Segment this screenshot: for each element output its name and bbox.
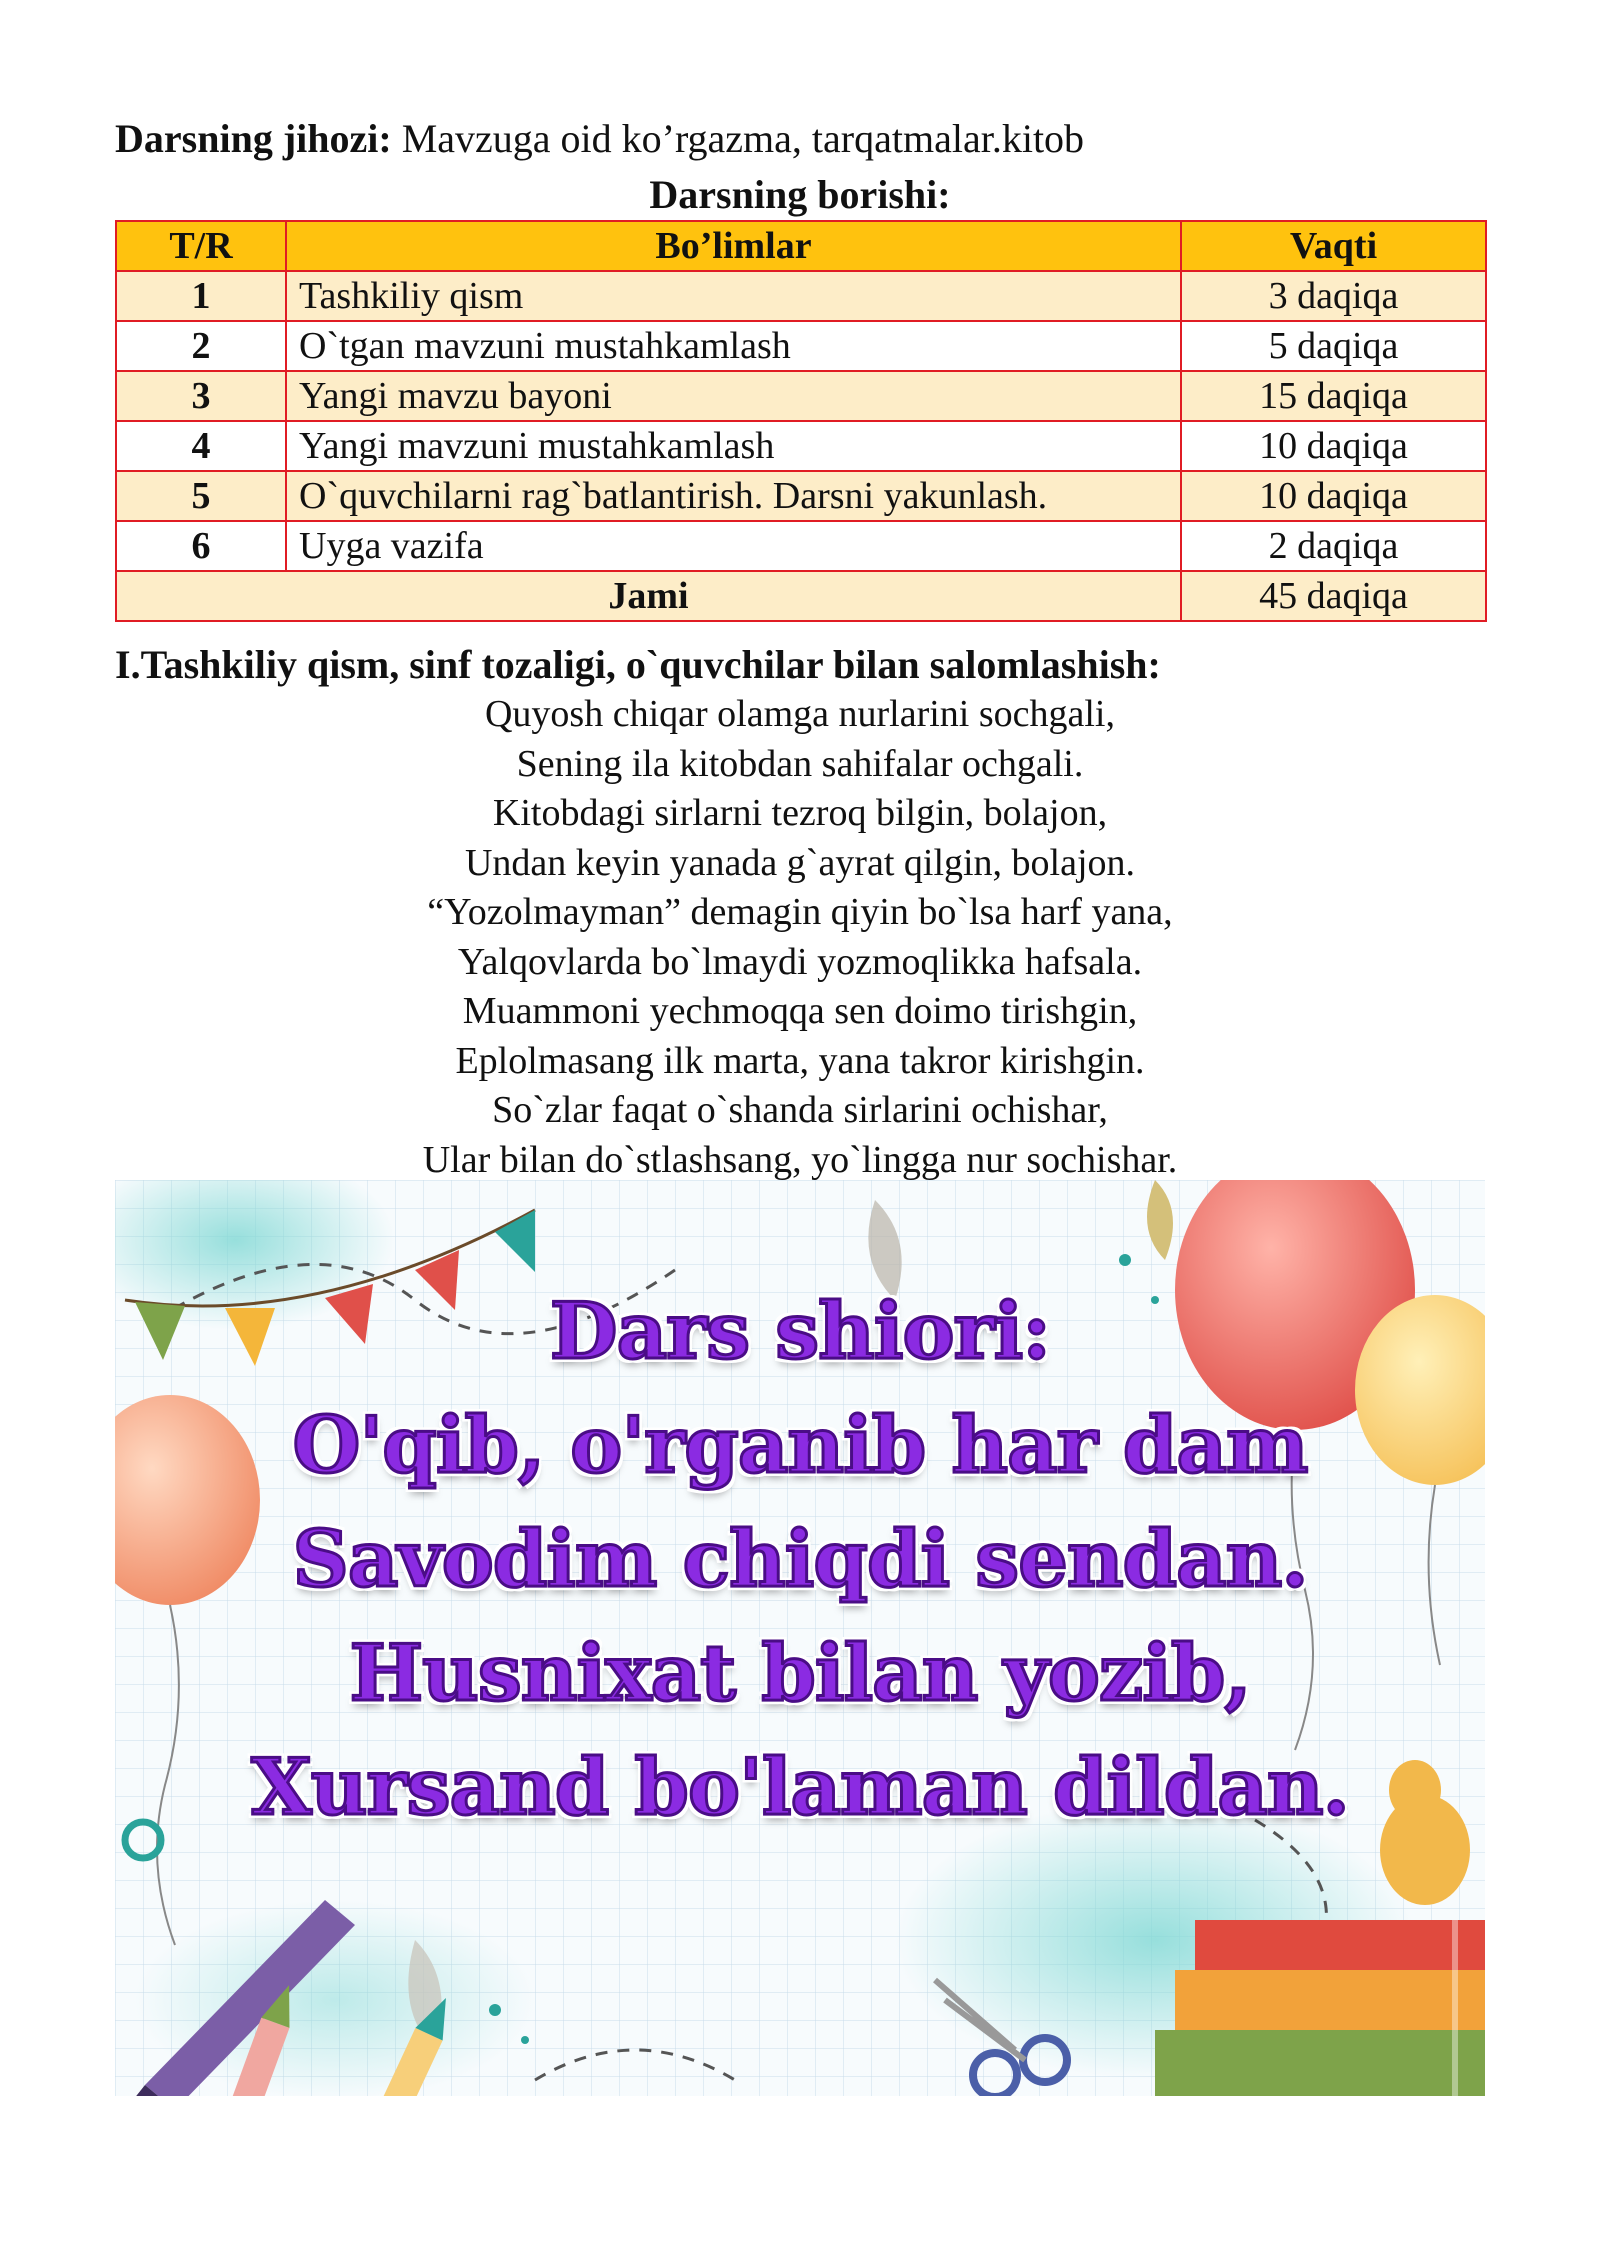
motto-line: Savodim chiqdi sendan. (292, 1514, 1308, 1605)
motto-line: Husnixat bilan yozib, (349, 1628, 1251, 1719)
row-number: 6 (116, 521, 286, 571)
row-section: O`tgan mavzuni mustahkamlash (286, 321, 1181, 371)
equipment-line (115, 114, 1084, 164)
row-time: 10 daqiqa (1181, 421, 1486, 471)
table-row (116, 421, 1486, 471)
table-row (116, 371, 1486, 421)
motto-line: Xursand bo'laman dildan. (251, 1742, 1349, 1833)
row-section: Yangi mavzu bayoni (286, 371, 1181, 421)
motto-banner (115, 1180, 1485, 2096)
row-number: 3 (116, 371, 286, 421)
table-row (116, 471, 1486, 521)
equipment-text: Mavzuga oid ko’rgazma, tarqatmalar.kitob (391, 116, 1085, 161)
total-label: Jami (116, 571, 1181, 621)
poem-line: Undan keyin yanada g`ayrat qilgin, bolajon. (464, 841, 1136, 884)
row-section: O`quvchilarni rag`batlantirish. Darsni yakunlash. (286, 471, 1181, 521)
row-section: Yangi mavzuni mustahkamlash (286, 421, 1181, 471)
poem (0, 690, 1600, 1185)
row-number: 5 (116, 471, 286, 521)
row-number: 2 (116, 321, 286, 371)
row-section: Uyga vazifa (286, 521, 1181, 571)
poem-line: So`zlar faqat o`shanda sirlarini ochishar, (492, 1089, 1108, 1131)
equipment-label: Darsning jihozi: (115, 116, 392, 161)
table-row (116, 521, 1486, 571)
row-time: 5 daqiqa (1181, 321, 1486, 371)
header-time: Vaqti (1181, 221, 1486, 271)
poem-line: Eplolmasang ilk marta, yana takror kirishgin. (455, 1039, 1145, 1082)
row-time: 15 daqiqa (1181, 371, 1486, 421)
lesson-heading: Darsning borishi: (649, 172, 951, 217)
table-total-row (116, 571, 1486, 621)
poem-line: Sening ila kitobdan sahifalar ochgali. (516, 742, 1084, 785)
row-section: Tashkiliy qism (286, 271, 1181, 321)
motto-text (115, 1275, 1485, 1845)
row-number: 1 (116, 271, 286, 321)
poem-line: Quyosh chiqar olamga nurlarini sochgali, (484, 693, 1115, 735)
poem-line: Yalqovlarda bo`lmaydi yozmoqlikka hafsala. (457, 940, 1143, 983)
motto-line: O'qib, o'rganib har dam (292, 1400, 1308, 1491)
header-number: T/R (116, 221, 286, 271)
total-time: 45 daqiqa (1181, 571, 1486, 621)
table-header-row (116, 221, 1486, 271)
poem-line: “Yozolmayman” demagin qiyin bo`lsa harf yana, (427, 891, 1173, 933)
section-heading: I.Tashkiliy qism, sinf tozaligi, o`quvchilar bilan salomlashish: (115, 642, 1161, 687)
row-time: 2 daqiqa (1181, 521, 1486, 571)
poem-line: Muammoni yechmoqqa sen doimo tirishgin, (462, 990, 1138, 1032)
row-time: 3 daqiqa (1181, 271, 1486, 321)
row-number: 4 (116, 421, 286, 471)
row-time: 10 daqiqa (1181, 471, 1486, 521)
motto-title: Dars shiori: (549, 1286, 1051, 1377)
poem-line: Ular bilan do`stlashsang, yo`lingga nur sochishar. (422, 1138, 1178, 1181)
poem-line: Kitobdagi sirlarni tezroq bilgin, bolajon, (492, 792, 1108, 834)
table-row (116, 271, 1486, 321)
lesson-plan-table (115, 220, 1487, 622)
header-sections: Bo’limlar (286, 221, 1181, 271)
table-row (116, 321, 1486, 371)
